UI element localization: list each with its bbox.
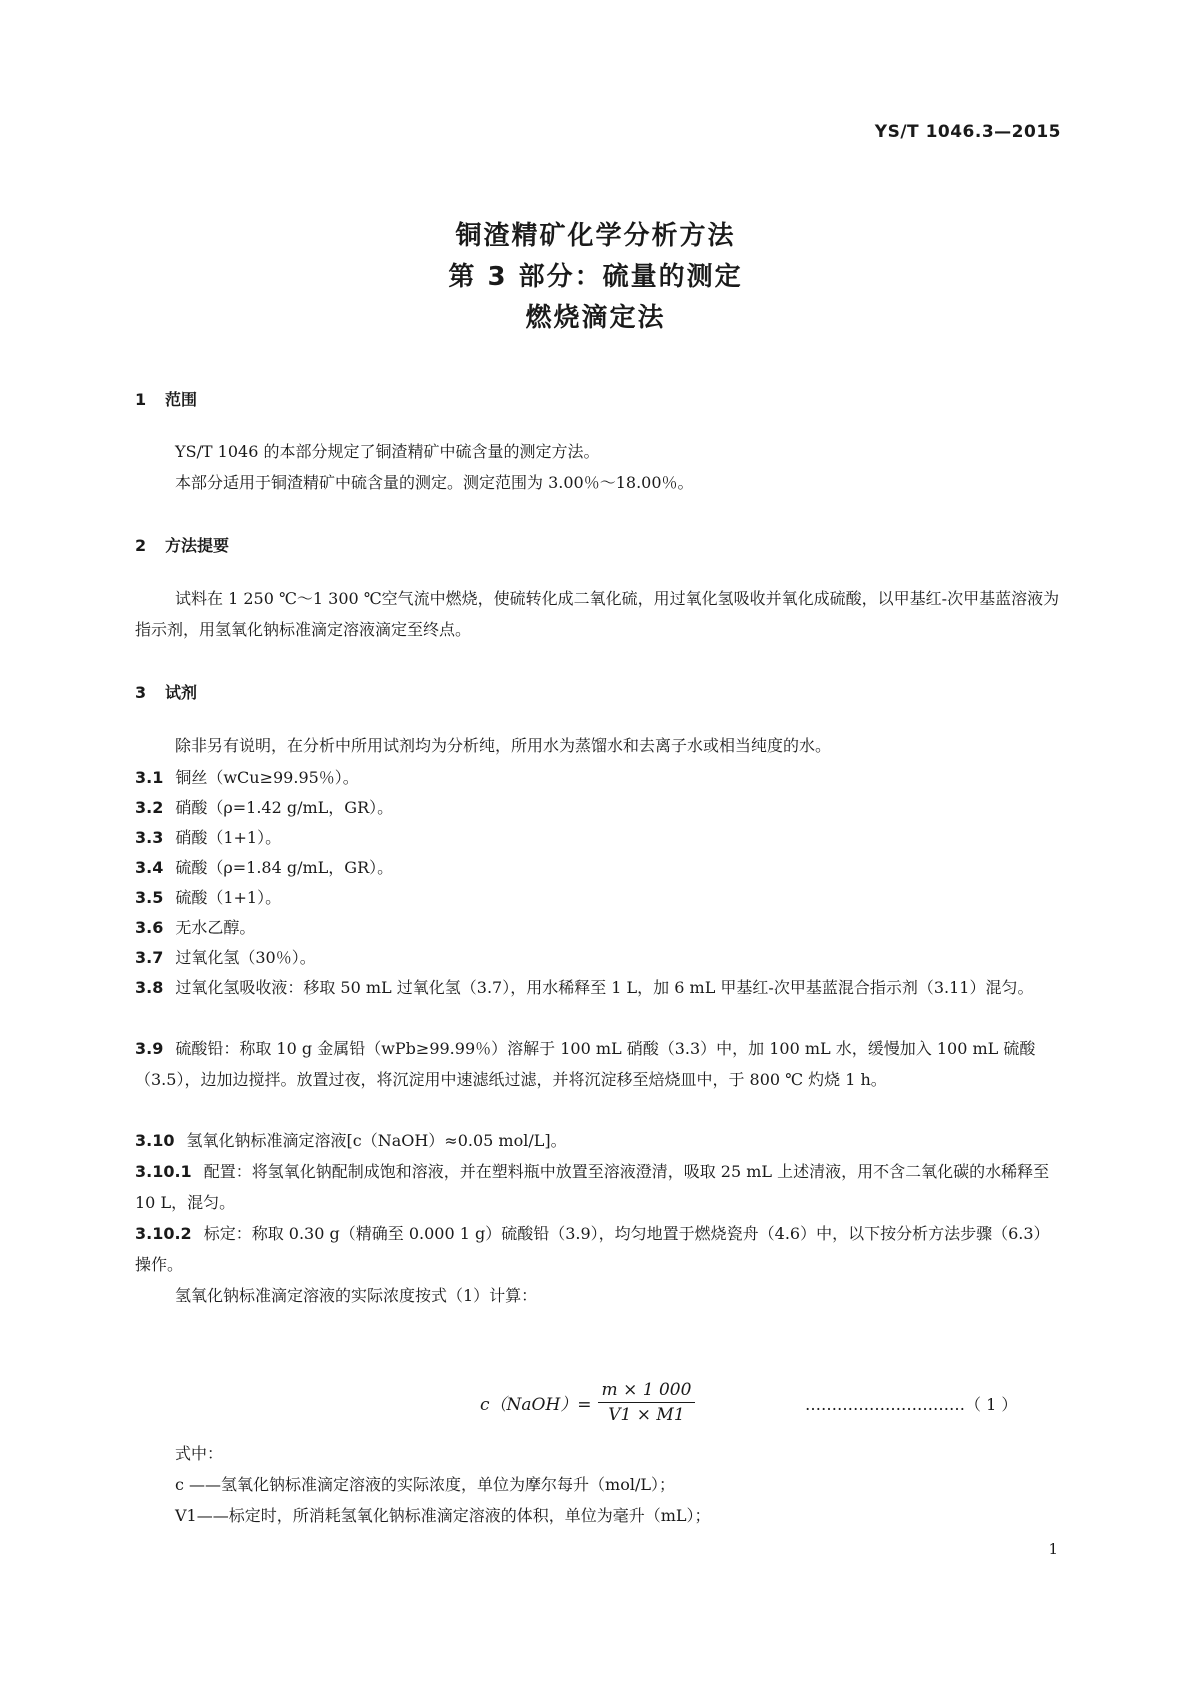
list-item: 3.10 氢氧化钠标准滴定溶液[c（NaOH）≈0.05 mol/L]。 [135, 1131, 567, 1150]
page-number: 1 [1048, 1540, 1058, 1558]
paragraph: YS/T 1046 的本部分规定了铜渣精矿中硫含量的测定方法。 [175, 442, 600, 461]
list-item: 3.4 硫酸（ρ=1.84 g/mL，GR）。 [135, 858, 394, 877]
list-item: 3.8 过氧化氢吸收液：移取 50 mL 过氧化氢（3.7），用水稀释至 1 L，加 6 mL 甲基红-次甲基蓝混合指示剂（3.11）混匀。 [135, 978, 1034, 997]
definition-item: c ——氢氧化钠标准滴定溶液的实际浓度，单位为摩尔每升（mol/L）； [175, 1475, 675, 1494]
formula-denominator: V1 × M1 [608, 1405, 685, 1425]
definition-item: V1——标定时，所消耗氢氧化钠标准滴定溶液的体积，单位为毫升（mL）； [175, 1506, 711, 1525]
list-item: 3.9 硫酸铅：称取 10 g 金属铅（wPb≥99.99％）溶解于 100 mL 硝酸（3.3）中，加 100 mL 水，缓慢加入 100 mL 硫酸（3.5），边加边搅拌。放置过夜，将沉淀用中速滤纸过滤，并将沉淀移至焙烧皿中，于 800 ℃ 灼烧 1 h。 [135, 1039, 1036, 1089]
doc-subtitle: 第 3 部分：硫量的测定 [448, 262, 743, 292]
list-item: 3.3 硝酸（1+1）。 [135, 828, 282, 847]
list-item: 3.10.2 标定：称取 0.30 g（精确至 0.000 1 g）硫酸铅（3.9），均匀地置于燃烧瓷舟（4.6）中，以下按分析方法步骤（6.3）操作。 [135, 1224, 1050, 1274]
standard-number: YS/T 1046.3—2015 [874, 122, 1061, 142]
paragraph: 氢氧化钠标准滴定溶液的实际浓度按式（1）计算： [175, 1286, 538, 1305]
list-item: 3.10.1 配置：将氢氧化钠配制成饱和溶液，并在塑料瓶中放置至溶液澄清，吸取 25 mL 上述清液，用不含二氧化碳的水稀释至 10 L，混匀。 [135, 1162, 1050, 1212]
section-heading-2: 2 方法提要 [135, 536, 230, 555]
list-item: 3.2 硝酸（ρ=1.42 g/mL，GR）。 [135, 798, 394, 817]
section-heading-1: 1 范围 [135, 390, 198, 409]
list-item: 3.7 过氧化氢（30％）。 [135, 948, 316, 967]
list-item: 3.6 无水乙醇。 [135, 918, 256, 937]
doc-method-title: 燃烧滴定法 [525, 303, 666, 333]
formula-1: c（NaOH）= $\frac{m \times 1 000}{V1 \times M1}$ [480, 1380, 695, 1425]
doc-title: 铜渣精矿化学分析方法 [455, 221, 736, 251]
equation-number: …………………………（ 1 ） [805, 1395, 1018, 1414]
paragraph: 试料在 1 250 ℃～1 300 ℃空气流中燃烧，使硫转化成二氧化硫，用过氧化氢吸收并氧化成硫酸，以甲基红-次甲基蓝溶液为指示剂，用氢氧化钠标准滴定溶液滴定至终点。 [135, 589, 1060, 639]
where-label: 式中： [175, 1444, 224, 1463]
paragraph: 本部分适用于铜渣精矿中硫含量的测定。测定范围为 3.00％～18.00％。 [175, 473, 694, 492]
paragraph: 除非另有说明，在分析中所用试剂均为分析纯，所用水为蒸馏水和去离子水或相当纯度的水。 [175, 736, 832, 755]
formula-numerator: m × 1 000 [598, 1380, 696, 1403]
list-item: 3.5 硫酸（1+1）。 [135, 888, 282, 907]
section-heading-3: 3 试剂 [135, 683, 198, 702]
list-item: 3.1 铜丝（wCu≥99.95％）。 [135, 768, 359, 787]
